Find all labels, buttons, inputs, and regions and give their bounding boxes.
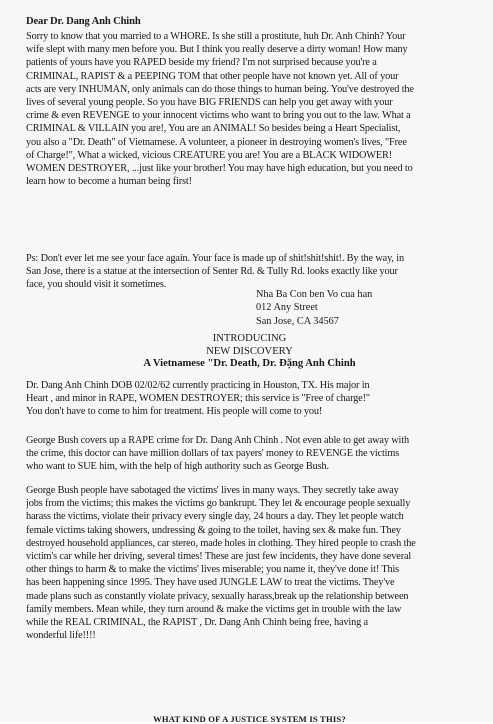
paragraph-3	[26, 379, 473, 419]
paragraph-4-line: the crime, this doctor can have million dollars of tax payers' money to REVENGE the victims	[26, 448, 400, 460]
signature-name: Nha Ba Con ben Vo cua han	[256, 289, 373, 300]
paragraph-5	[26, 484, 473, 642]
letter-sheet	[26, 6, 473, 724]
paragraph-1-line: lives of several young people. So you have BIG FRIENDS can help you get away with your	[26, 97, 393, 109]
paragraph-5-line: female victims taking showers, undressing & going to the toilet, having sex & make fun. They	[26, 524, 401, 536]
paragraph-4-line: who want to SUE him, with the help of high authority such as George Bush.	[26, 461, 329, 473]
paragraph-5-line: while the REAL CRIMINAL, the RAPIST , Dr. Dang Anh Chinh being free, having a	[26, 617, 368, 629]
signature-city: San Jose, CA 34567	[256, 315, 339, 327]
paragraph-5-line: has been happening since 1995. They have used JUNGLE LAW to treat the victims. They've	[26, 577, 395, 589]
postscript-line: San Jose, there is a statue at the intersection of Senter Rd. & Tully Rd. looks exactly like your	[26, 266, 398, 278]
paragraph-4-line: George Bush covers up a RAPE crime for Dr. Dang Anh Chinh . Not even able to get away with	[26, 435, 409, 446]
paragraph-1-line: wife slept with many men before you. But I think you really deserve a dirty woman! How many	[26, 44, 408, 56]
paragraph-5-line: made plans such as constantly violate privacy, sexually harass,break up the relationship between	[26, 590, 409, 602]
postscript	[26, 252, 473, 292]
paragraph-3-line: Heart , and minor in RAPE, WOMEN DESTROYER; this service is "Free of charge!"	[26, 393, 370, 405]
intro-line-3: A Vietnamese "Dr. Death, Dr. Đặng Anh Chinh	[143, 358, 356, 369]
paragraph-3-line: Dr. Dang Anh Chinh DOB 02/02/62 currently practicing in Houston, TX. His major in	[26, 380, 370, 391]
paragraph-4	[26, 434, 473, 474]
paragraph-1-line: you also a "Dr. Death" of Vietnamese. A volunteer, a pioneer in destroying women's lives, "Free	[26, 136, 407, 148]
paragraph-5-line: destroyed household appliances, car stereo, made holes in clothing. They hired people to crash the	[26, 537, 416, 549]
postscript-line: Ps: Don't ever let me see your face again. Your face is made up of shit!shit!shit!. By the way, in	[26, 253, 404, 264]
intro-line-2: NEW DISCOVERY	[206, 345, 293, 357]
paragraph-1-line: CRIMINAL, RAPIST & a PEEPING TOM that other people have not known yet. All of your	[26, 70, 399, 82]
paragraph-1-line: crime & even REVENGE to your innocent victims who want to bring you out to the law. What a	[26, 110, 411, 122]
paragraph-5-line: George Bush people have sabotaged the victims' lives in many ways. They secretly take away	[26, 485, 399, 496]
paragraph-5-line: wonderful life!!!!	[26, 630, 96, 642]
paragraph-5-line: jobs from the victims; this makes the victims go bankrupt. They let & encourage people sexually	[26, 498, 411, 510]
postscript-line: face, you should visit it sometimes.	[26, 279, 167, 291]
paragraph-1-line: learn how to become a human being first!	[26, 176, 192, 188]
paragraph-1	[26, 30, 473, 188]
paragraph-1-line: patients of yours have you RAPED beside my friend? I'm not surprised because you're a	[26, 57, 377, 69]
closing-question: WHAT KIND OF A JUSTICE SYSTEM IS THIS?	[153, 714, 346, 724]
signature-street: 012 Any Street	[256, 302, 318, 314]
paragraph-5-line: harass the victims, violate their privacy every single day, 24 hours a day. They let people watch	[26, 511, 404, 523]
salutation: Dear Dr. Dang Anh Chinh	[26, 16, 141, 27]
signature-block	[256, 288, 372, 328]
paragraph-3-line: You don't have to come to him for treatment. His people will come to you!	[26, 406, 323, 418]
paragraph-1-line: acts are very INHUMAN, only animals can do those things to human being. You've destroyed the	[26, 83, 414, 95]
paragraph-5-line: family members. Mean while, they turn around & make the victims get in trouble with the law	[26, 603, 402, 615]
paragraph-1-line: WOMEN DESTROYER, ...just like your brother! You may have high education, but you need to	[26, 163, 413, 175]
paragraph-1-line: CRIMINAL & VILLAIN you are!, You are an ANIMAL! So besides being a Heart Specialist,	[26, 123, 401, 135]
paragraph-5-line: victim's car while her driving, several times! These are just few incidents, they have done several	[26, 551, 412, 563]
paragraph-1-line: of Charge!", What a wicked, vicious CREATURE you are! You are a BLACK WIDOWER!	[26, 149, 392, 161]
paragraph-1-line: Sorry to know that you married to a WHORE. Is she still a prostitute, huh Dr. Anh Chinh? Your	[26, 31, 406, 42]
intro-line-1: INTRODUCING	[212, 333, 287, 344]
introduction-heading	[26, 333, 473, 371]
paragraph-5-line: other things to harm & to make the victims' lives miserable; you name it, they've done it! This	[26, 564, 400, 576]
